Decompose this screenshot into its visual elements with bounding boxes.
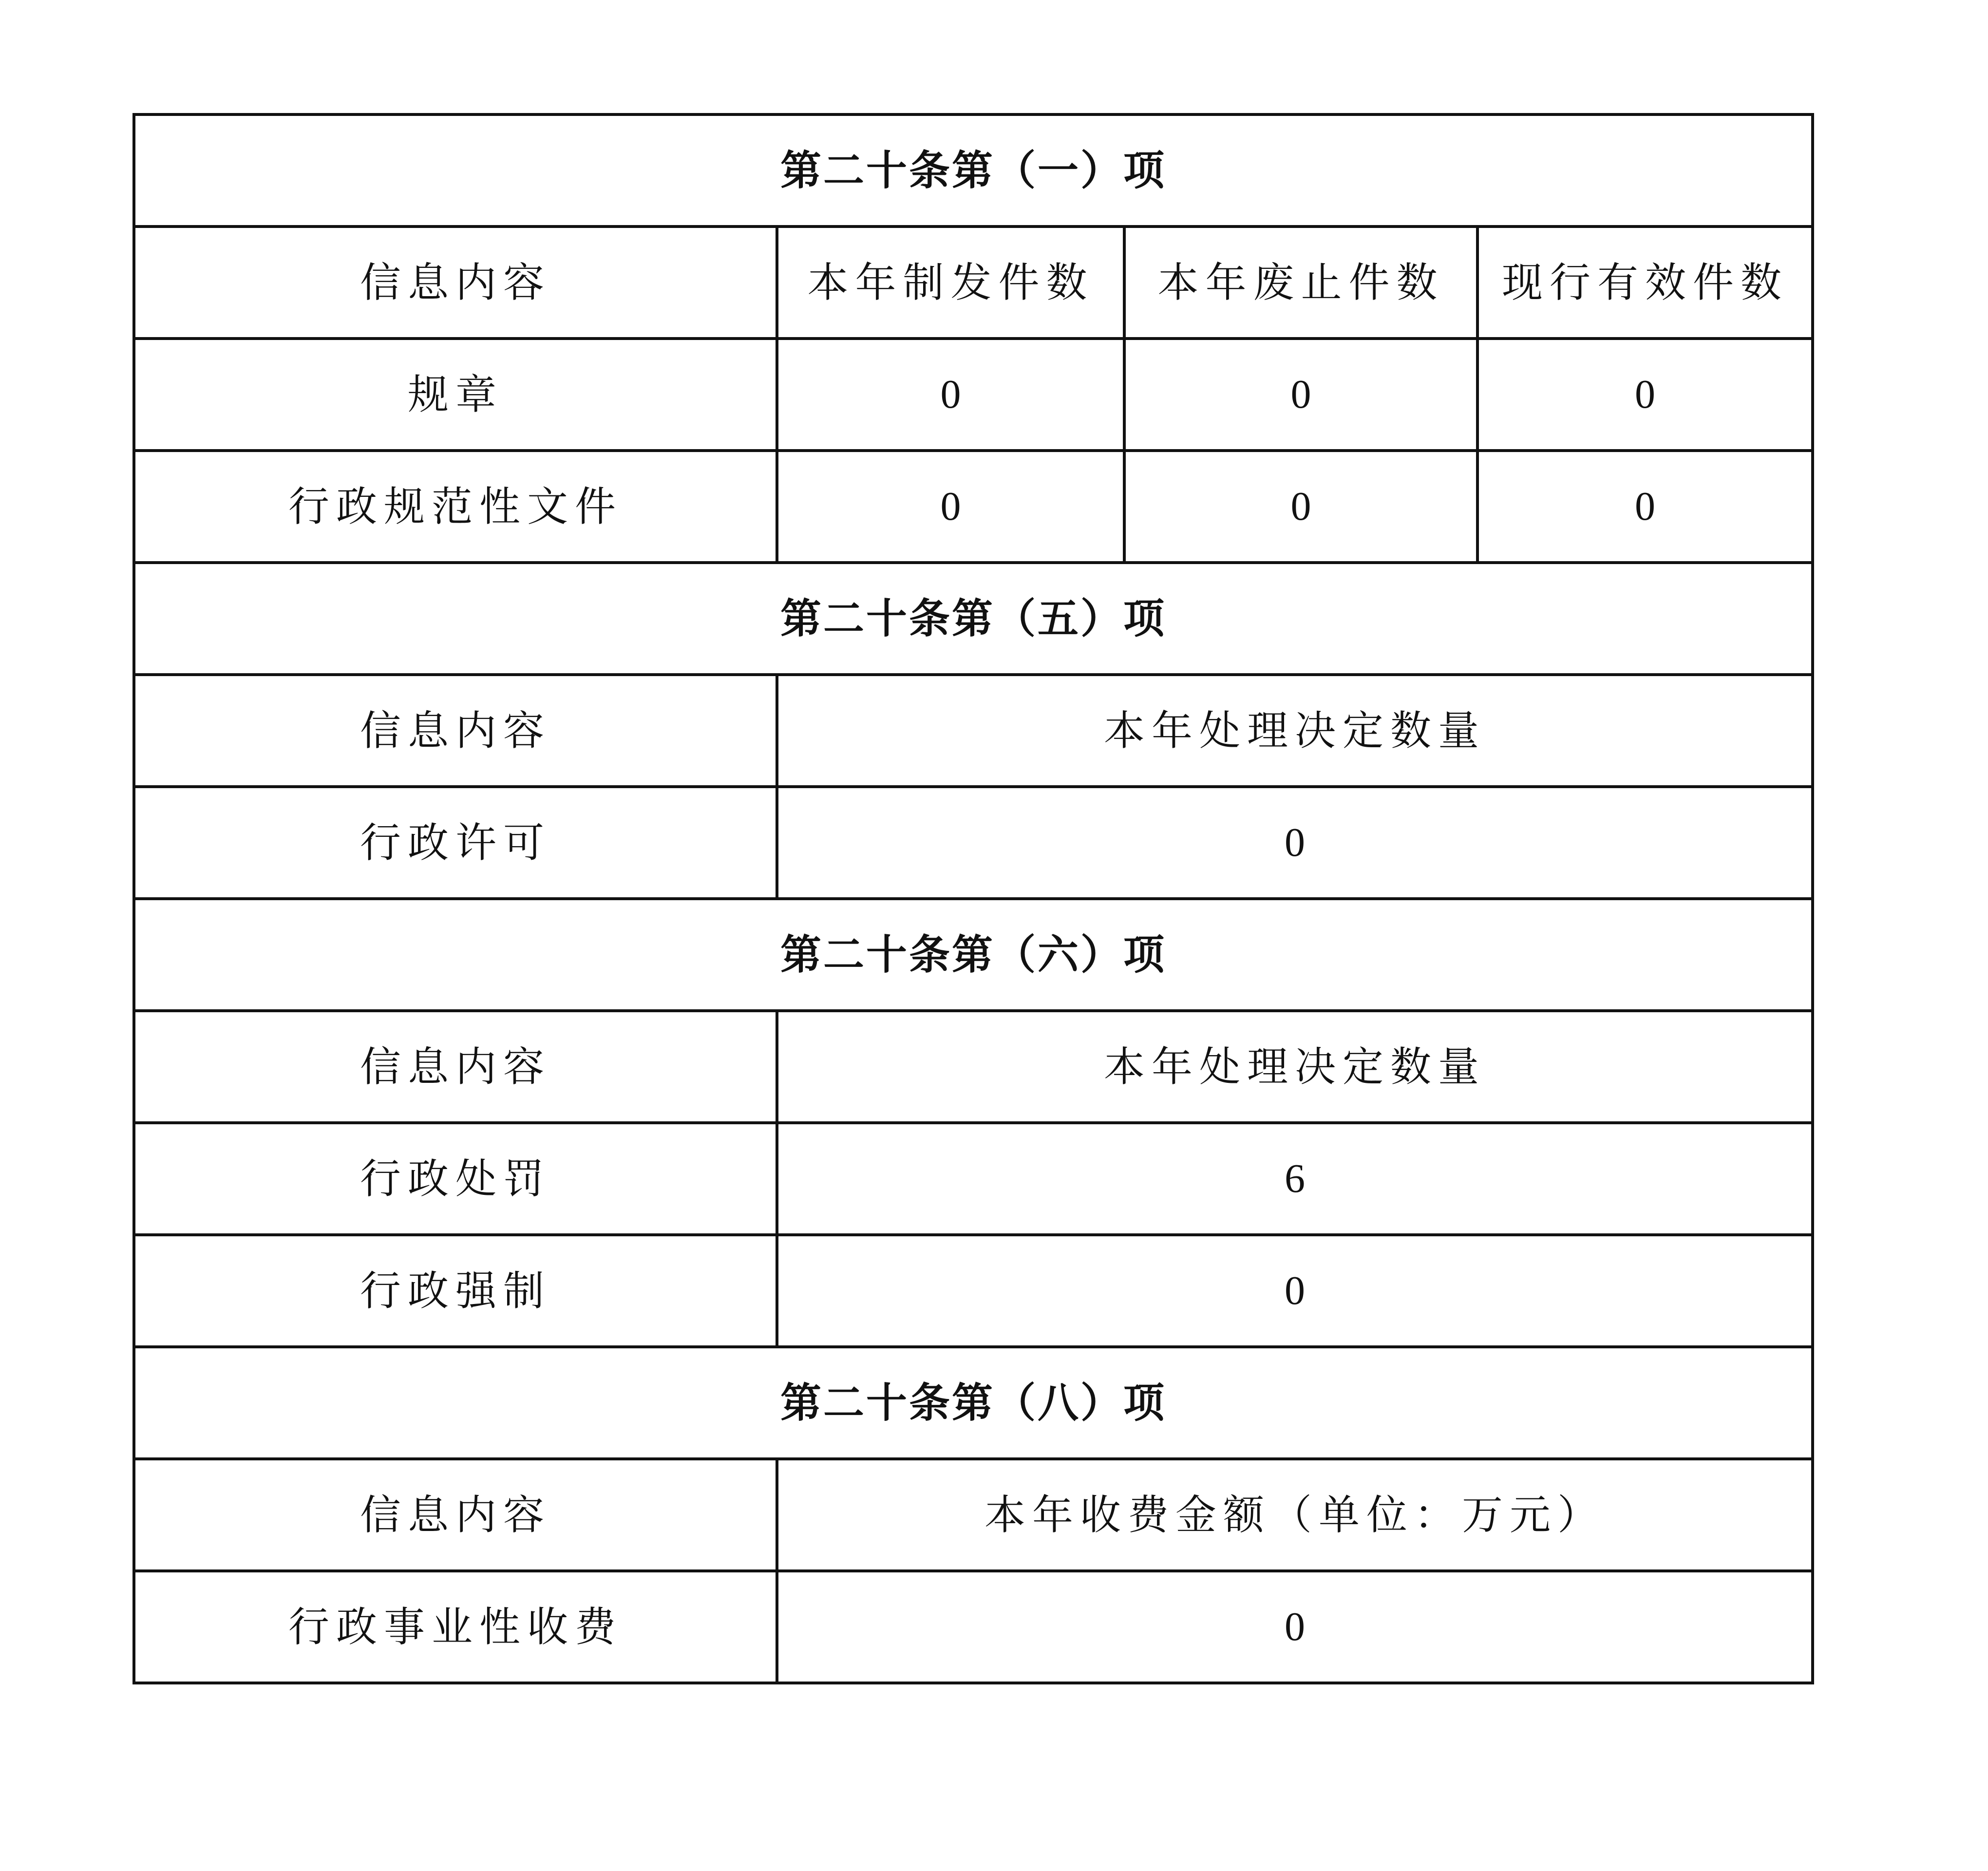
table-row [134,451,1813,563]
header-info-content: 信息内容 [134,1459,777,1571]
valid-count-cell: 0 [1477,339,1813,451]
value-cell: 6 [777,1123,1813,1235]
disclosure-table [133,113,1814,1684]
value-cell: 0 [777,1235,1813,1347]
header-row [134,1459,1813,1571]
row-label: 行政事业性收费 [134,1571,777,1683]
row-label: 规章 [134,339,777,451]
value-cell: 0 [777,1571,1813,1683]
issued-count-cell: 0 [777,451,1124,563]
row-label: 行政规范性文件 [134,451,777,563]
header-decision-count: 本年处理决定数量 [777,675,1813,787]
header-info-content: 信息内容 [134,227,777,339]
header-abolished-count: 本年废止件数 [1124,227,1477,339]
header-row [134,1011,1813,1123]
section-title: 第二十条第（六）项 [134,899,1813,1011]
header-row [134,675,1813,787]
row-label: 行政许可 [134,787,777,899]
section-title-row [134,899,1813,1011]
header-info-content: 信息内容 [134,1011,777,1123]
header-row [134,227,1813,339]
table-row [134,1571,1813,1683]
table-row [134,1235,1813,1347]
table-row [134,1123,1813,1235]
table-row [134,339,1813,451]
header-valid-count: 现行有效件数 [1477,227,1813,339]
issued-count-cell: 0 [777,339,1124,451]
abolished-count-cell: 0 [1124,451,1477,563]
header-info-content: 信息内容 [134,675,777,787]
table-row [134,787,1813,899]
row-label: 行政处罚 [134,1123,777,1235]
row-label: 行政强制 [134,1235,777,1347]
valid-count-cell: 0 [1477,451,1813,563]
section-title: 第二十条第（五）项 [134,563,1813,675]
section-title-row [134,114,1813,227]
disclosure-table-wrapper [133,113,1811,1684]
header-fee-amount: 本年收费金额（单位：万元） [777,1459,1813,1571]
header-decision-count: 本年处理决定数量 [777,1011,1813,1123]
value-cell: 0 [777,787,1813,899]
abolished-count-cell: 0 [1124,339,1477,451]
section-title: 第二十条第（八）项 [134,1347,1813,1459]
header-issued-count: 本年制发件数 [777,227,1124,339]
section-title-row [134,563,1813,675]
section-title: 第二十条第（一）项 [134,114,1813,227]
section-title-row [134,1347,1813,1459]
